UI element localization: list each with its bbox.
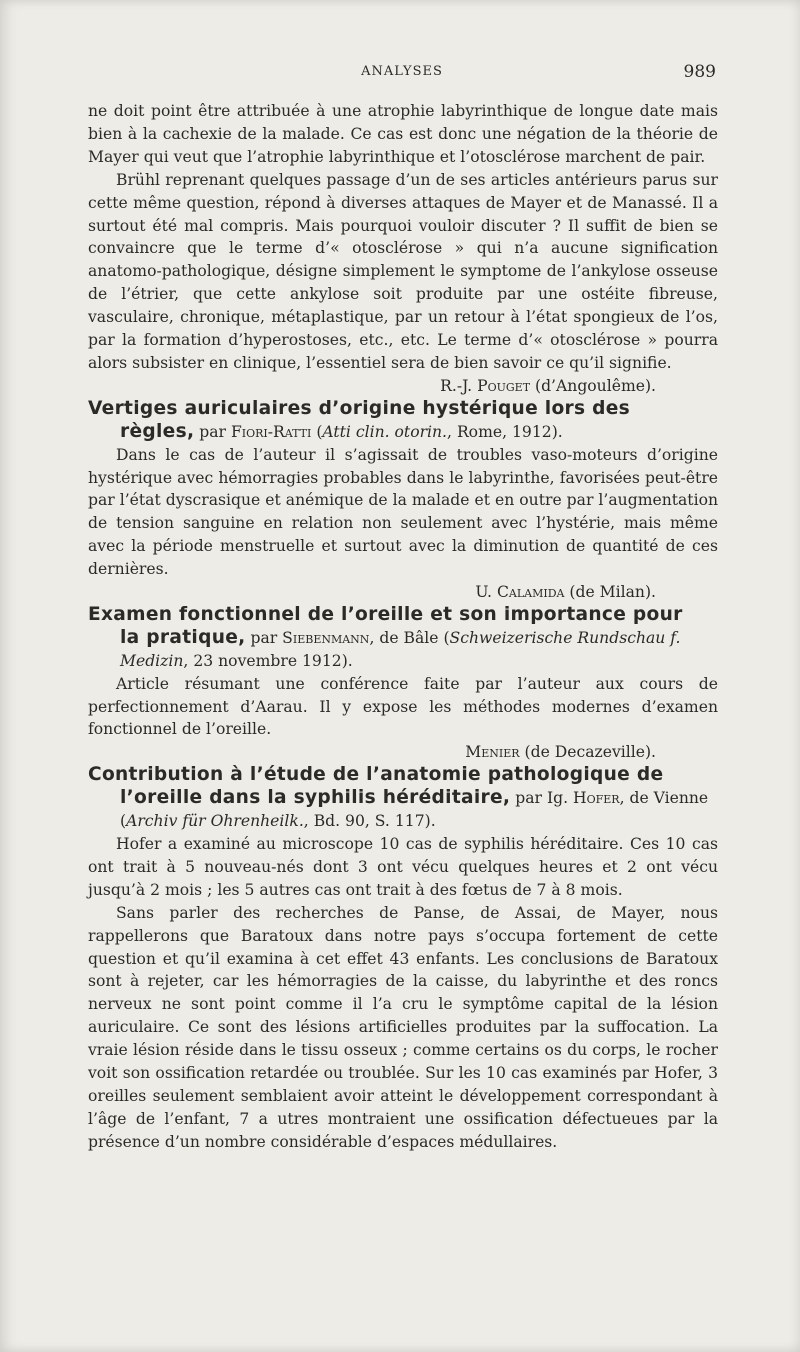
entry-place: , de Bâle ( [369,628,450,647]
running-head: ANALYSES [361,64,443,79]
entry-author: Hofer [573,789,620,808]
reviewer-place: (de Decazeville). [519,743,656,762]
reviewer-signature [88,581,718,604]
reviewer-name: Pouget [477,376,531,395]
entry-source: , Rome, 1912). [447,422,563,441]
entry-paragraph: Sans parler des recherches de Panse, de Assai, de Mayer, nous rappellerons que Baratoux dans notre pays s’occupa fortement de cette question et qu’il examina à cet effet 43 enfants. Les conclusions de Baratoux sont à rejeter, car les hémorragies de la caisse, du labyrinthe et des roncs nerveux ne sont point comme il l’a cru le symptôme capital de la lésion auriculaire. Ce sont des lésions artificielles produites par la suffocation. La vraie lésion réside dans le tissu osseux ; comme certains os du corps, le rocher voit son ossification retardée ou troublée. Sur les 10 cas examinés par Hofer, 3 oreilles seulement semblaient avoir atteint le développement correspondant à l’âge de l’enfant, 7 a utres montraient une ossification défectueues par la présence d’un nombre considérable d’espaces médullaires. [88,903,718,1151]
reviewer-initials: U. [475,583,497,602]
entry-title: Examen fonctionnel de l’oreille et son importance pour [88,603,683,625]
entry-title-cont: la pratique, [120,626,246,648]
continuation-paragraph: Brühl reprenant quelques passage d’un de ses articles antérieurs parus sur cette même question, répond à diverses attaques de Mayer et de Manassé. Il a surtout été mal compris. Mais pourquoi vouloir discuter ? Il suffit de bien se convaincre que le terme d’« otosclérose » qui n’a aucune signification anatomo-pathologique, désigne simplement le symptome de l’ankylose osseuse de l’étrier, que cette ankylose soit produite par une ostéite fibreuse, vasculaire, chronique, métaplastique, par un retour à l’état spongieux de l’os, par la formation d’hyperostoses, etc., etc. Le terme d’« otosclérose » pourra alors subsister en clinique, l’essentiel sera de bien savoir ce qu’il signifie. [88,170,718,372]
article-body [88,100,718,1154]
entry-heading [88,764,718,833]
entry-place: , de Vienne ( [120,789,709,831]
reviewer-place: (d’Angoulême). [530,376,656,395]
entry-par: par Ig. [510,789,573,808]
entry-source: , Bd. 90, S. 117). [303,812,436,831]
entry-source-open: ( [311,422,323,441]
page-number: 989 [683,62,716,82]
reviewer-name: Calamida [496,583,565,602]
entry-title: Contribution à l’étude de l’anatomie pathologique de [88,764,664,786]
entry-par: par [194,422,231,441]
entry-author: Siebenmann [282,628,370,647]
entry-heading [88,398,718,444]
reviewer-name: Menier [465,743,520,762]
entry-paragraph: Article résumant une conférence faite par l’auteur aux cours de perfectionnement d’Aarau. Il y expose les méthodes modernes d’examen fonctionnel de l’oreille. [88,674,718,739]
reviewer-place: (de Milan). [564,583,656,602]
entry-title-cont: règles, [120,420,195,442]
entry-heading [88,604,718,673]
entry-par: par [245,628,283,647]
entry-journal: Atti clin. otorin. [322,422,448,441]
entry-source: , 23 novembre 1912). [183,651,353,670]
entry-title: Vertiges auriculaires d’origine hystérique lors des [88,397,631,419]
entry-author: Fiori-Ratti [230,422,312,441]
reviewer-initials: R.-J. [440,376,478,395]
entry-journal: Schweizerische Rundschau f. Medizin [120,628,681,670]
entry-title-cont: l’oreille dans la syphilis héréditaire, [120,787,511,809]
page-header [88,64,716,88]
continuation-paragraph: ne doit point être attribuée à une atrophie labyrinthique de longue date mais bien à la cachexie de la malade. Ce cas est donc une négation de la théorie de Mayer qui veut que l’atrophie labyrinthique et l’otosclérose marchent de pair. [88,102,718,166]
entry-paragraph: Dans le cas de l’auteur il s’agissait de troubles vaso-moteurs d’origine hystérique avec hémorragies probables dans le labyrinthe, favorisées peut-être par l’état dyscrasique et anémique de la malade et en outre par l’augmentation de tension sanguine en relation non seulement avec l’hystérie, mais même avec la période menstruelle et surtout avec la diminution de quantité de ces dernières. [88,445,718,579]
reviewer-signature [88,741,718,764]
entry-paragraph: Hofer a examiné au microscope 10 cas de syphilis héréditaire. Ces 10 cas ont trait à 5 nouveau-nés dont 3 ont vécu quelques heures et 2 ont vécu jusqu’à 2 mois ; les 5 autres cas ont trait à des fœtus de 7 à 8 mois. [88,835,718,899]
reviewer-signature [88,375,718,398]
entry-journal: Archiv für Ohrenheilk. [126,812,304,831]
